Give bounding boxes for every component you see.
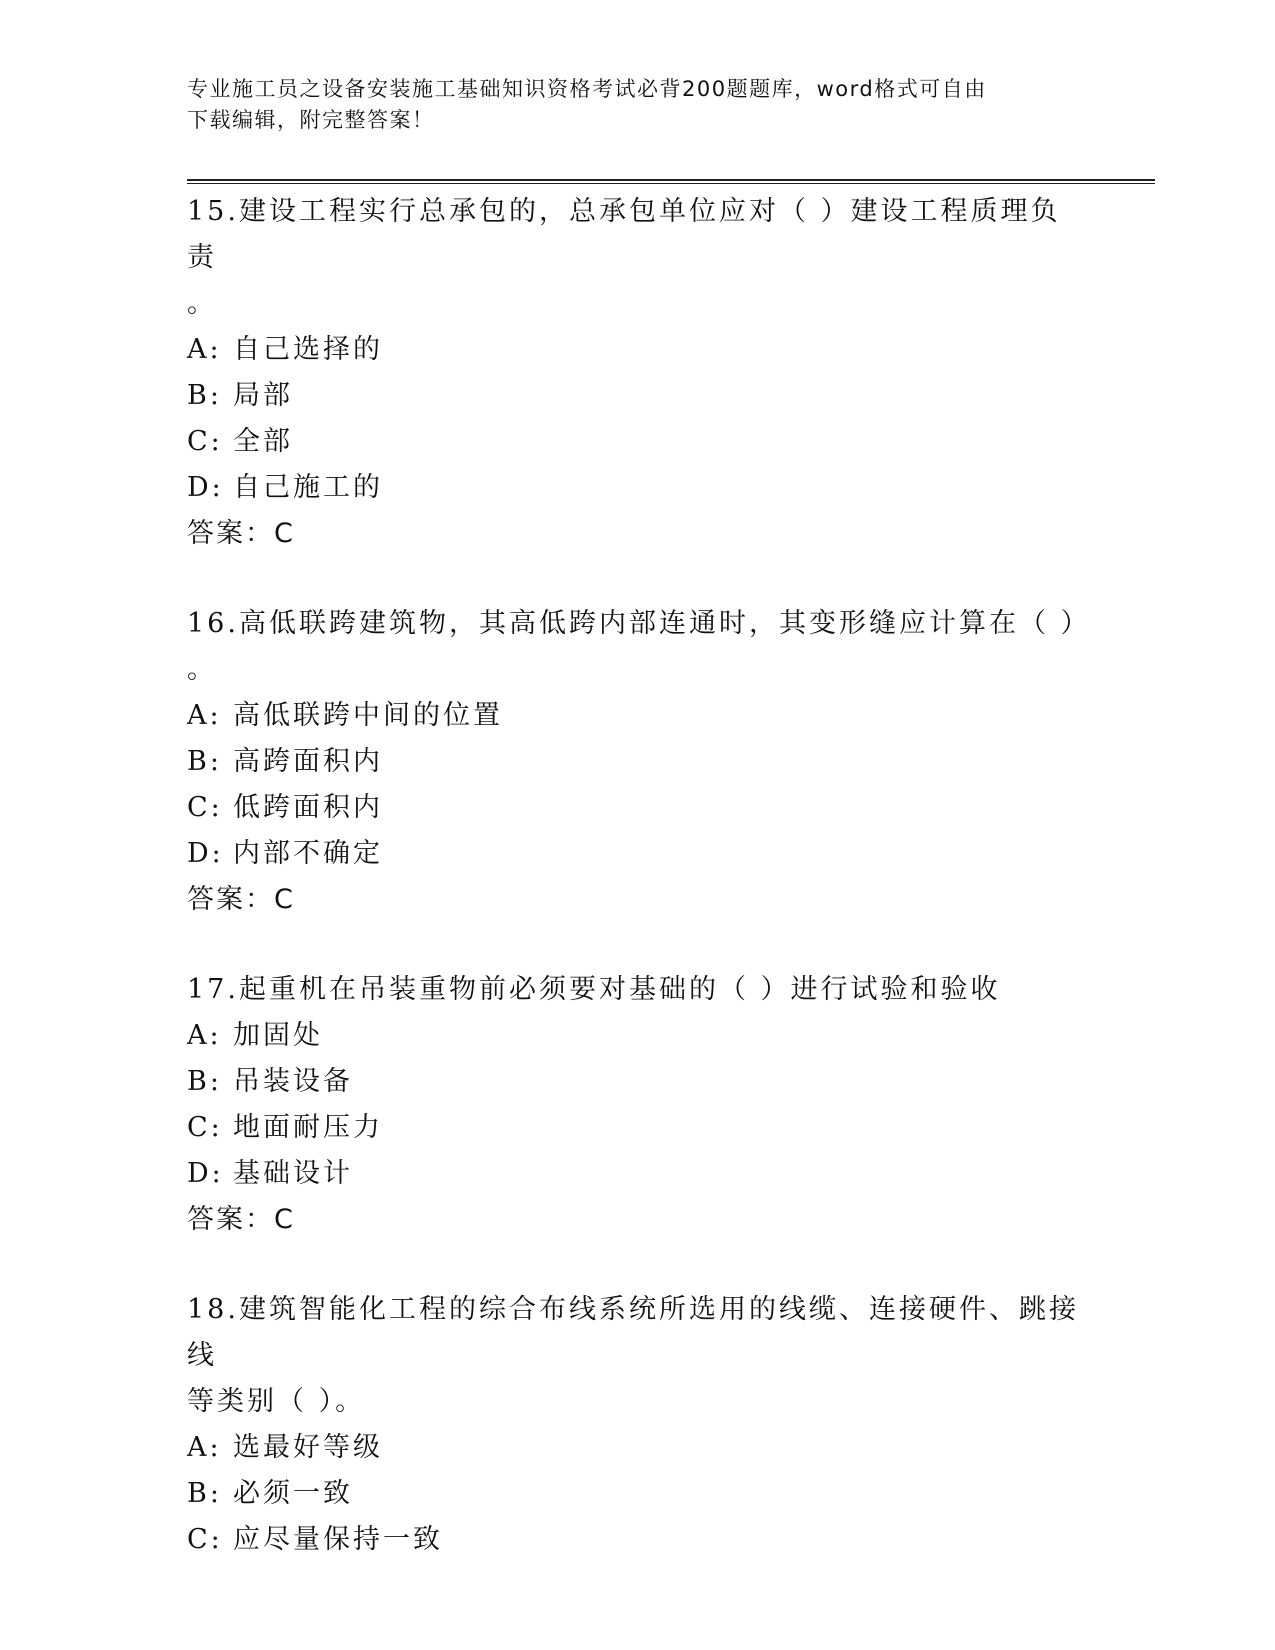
option-letter: B: bbox=[187, 746, 222, 777]
option-text: 自己施工的 bbox=[233, 472, 383, 503]
question-stem bbox=[187, 189, 1087, 327]
header-line-1: 专业施工员之设备安装施工基础知识资格考试必背200题题库，word格式可自由 bbox=[187, 77, 987, 101]
question-list bbox=[187, 189, 1091, 1563]
option-a bbox=[187, 693, 1087, 739]
question-stem bbox=[187, 601, 1091, 693]
option-letter: A: bbox=[187, 1020, 222, 1051]
option-text: 选最好等级 bbox=[233, 1432, 383, 1463]
option-b bbox=[187, 1471, 1087, 1517]
option-letter: A: bbox=[187, 334, 222, 365]
option-text: 吊装设备 bbox=[233, 1066, 353, 1097]
question-spacer bbox=[187, 923, 1087, 967]
option-letter: A: bbox=[187, 1432, 222, 1463]
option-a bbox=[187, 327, 1087, 373]
option-d bbox=[187, 831, 1087, 877]
question-16 bbox=[187, 601, 1091, 923]
option-text: 加固处 bbox=[233, 1020, 323, 1051]
option-text: 自己选择的 bbox=[233, 334, 383, 365]
question-stem-line-2: 等类别（ ）。 bbox=[187, 1386, 366, 1417]
option-c bbox=[187, 785, 1087, 831]
question-stem bbox=[187, 1287, 1087, 1425]
option-text: 应尽量保持一致 bbox=[233, 1524, 443, 1555]
option-letter: D: bbox=[187, 838, 224, 869]
option-letter: C: bbox=[187, 792, 223, 823]
option-text: 高低联跨中间的位置 bbox=[233, 700, 503, 731]
option-letter: C: bbox=[187, 1524, 223, 1555]
option-letter: B: bbox=[187, 1066, 222, 1097]
option-c bbox=[187, 419, 1087, 465]
question-stem-line-2: 。 bbox=[187, 288, 217, 319]
question-stem-line-1: 18.建筑智能化工程的综合布线系统所选用的线缆、连接硬件、跳接线 bbox=[187, 1294, 1079, 1371]
option-letter: D: bbox=[187, 472, 224, 503]
option-text: 局部 bbox=[233, 380, 293, 411]
option-b bbox=[187, 1059, 1087, 1105]
option-text: 全部 bbox=[233, 426, 293, 457]
option-letter: B: bbox=[187, 380, 222, 411]
option-letter: C: bbox=[187, 1112, 223, 1143]
option-c bbox=[187, 1517, 1087, 1563]
question-spacer bbox=[187, 1243, 1087, 1287]
option-d bbox=[187, 465, 1087, 511]
option-text: 高跨面积内 bbox=[233, 746, 383, 777]
option-text: 必须一致 bbox=[233, 1478, 353, 1509]
header-line-2: 下载编辑，附完整答案！ bbox=[187, 108, 435, 132]
option-letter: A: bbox=[187, 700, 222, 731]
option-letter: C: bbox=[187, 426, 223, 457]
option-letter: B: bbox=[187, 1478, 222, 1509]
option-letter: D: bbox=[187, 1158, 224, 1189]
question-stem-line-2: 。 bbox=[187, 654, 217, 685]
option-text: 低跨面积内 bbox=[233, 792, 383, 823]
question-17 bbox=[187, 967, 1087, 1243]
header-divider-thick bbox=[187, 179, 1155, 181]
answer-line: 答案：C bbox=[187, 518, 295, 549]
question-18 bbox=[187, 1287, 1087, 1563]
option-b bbox=[187, 373, 1087, 419]
question-stem bbox=[187, 967, 1087, 1013]
document-header bbox=[187, 74, 1067, 136]
option-a bbox=[187, 1425, 1087, 1471]
header-divider-thin bbox=[187, 183, 1155, 184]
answer-line: 答案：C bbox=[187, 1204, 295, 1235]
option-b bbox=[187, 739, 1087, 785]
question-stem-line-1: 15.建设工程实行总承包的，总承包单位应对（ ）建设工程质理负责 bbox=[187, 196, 1061, 273]
question-stem-line-1: 16.高低联跨建筑物，其高低跨内部连通时，其变形缝应计算在（ ） bbox=[187, 608, 1091, 639]
option-c bbox=[187, 1105, 1087, 1151]
option-text: 内部不确定 bbox=[233, 838, 383, 869]
question-spacer bbox=[187, 557, 1087, 601]
option-text: 基础设计 bbox=[233, 1158, 353, 1189]
answer-line: 答案：C bbox=[187, 884, 295, 915]
option-a bbox=[187, 1013, 1087, 1059]
question-stem-line-1: 17.起重机在吊装重物前必须要对基础的（ ）进行试验和验收 bbox=[187, 974, 1001, 1005]
option-d bbox=[187, 1151, 1087, 1197]
option-text: 地面耐压力 bbox=[233, 1112, 383, 1143]
question-15 bbox=[187, 189, 1087, 557]
